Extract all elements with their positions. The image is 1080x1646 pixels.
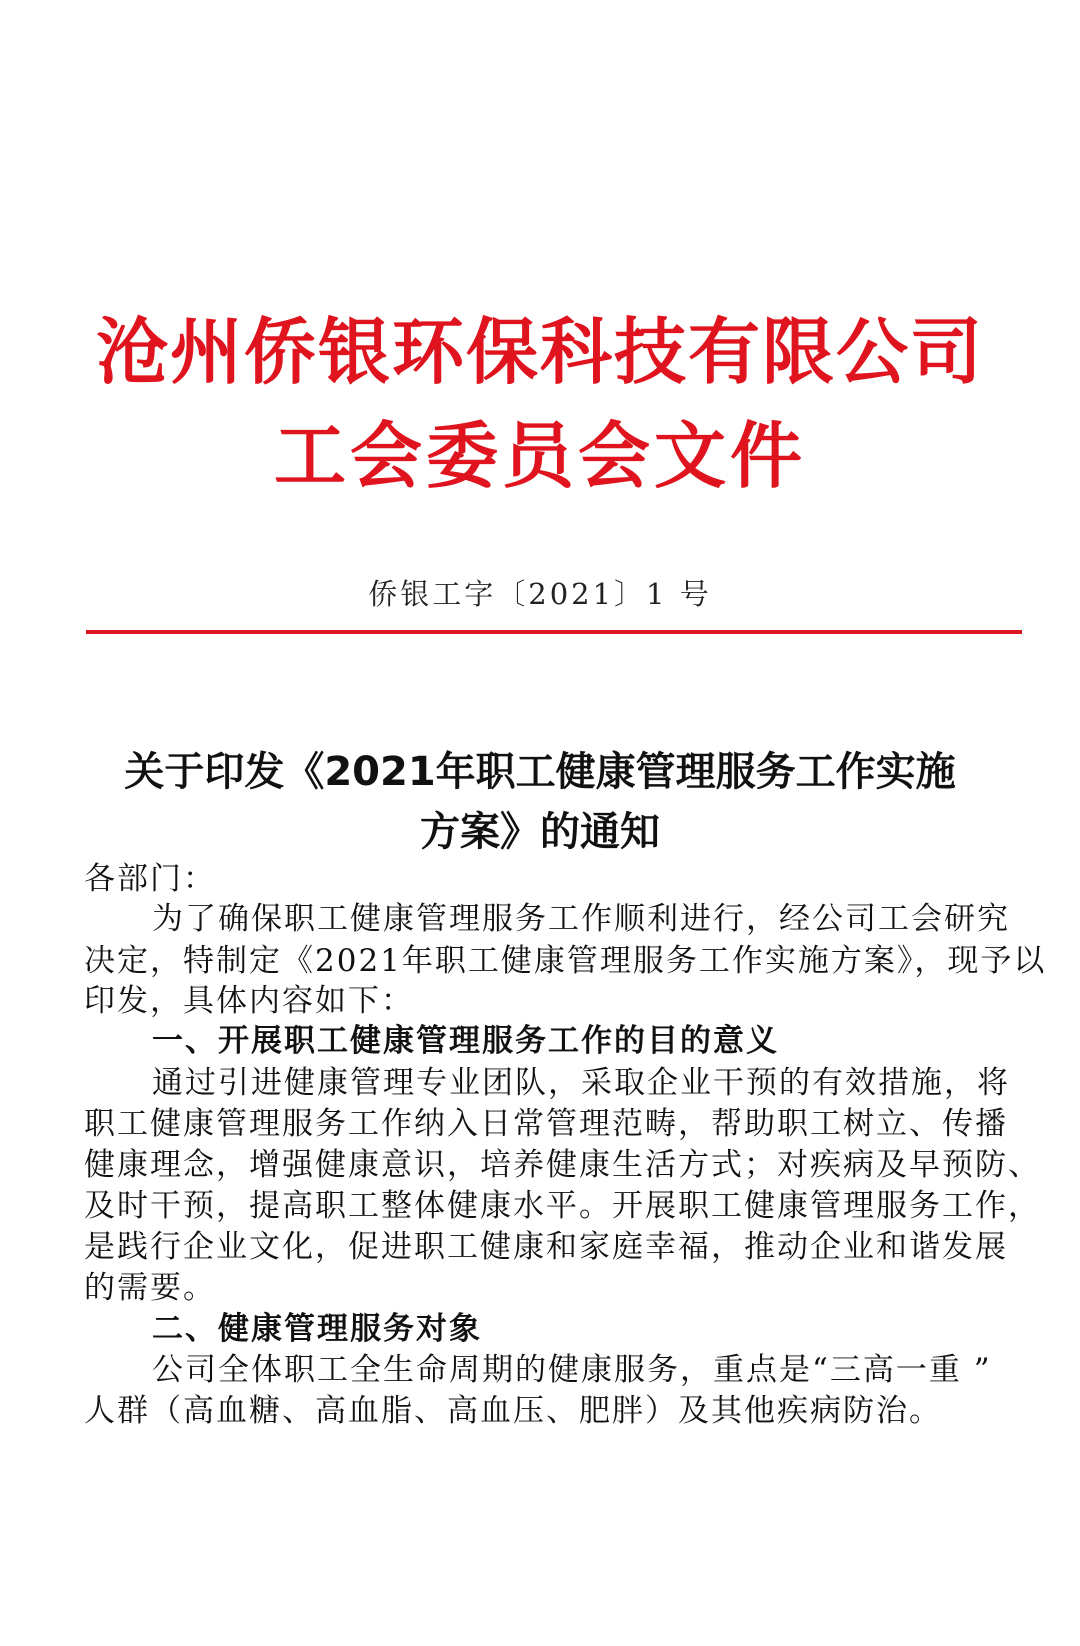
section1-line: 的需要。 — [84, 1270, 216, 1306]
section2-line: 人群（高血糖、高血脂、高血压、肥胖）及其他疾病防治。 — [84, 1393, 942, 1429]
intro-line: 决定，特制定《2021年职工健康管理服务工作实施方案》，现予以 — [84, 943, 1047, 979]
document-number: 侨银工字〔2021〕1 号 — [368, 577, 712, 611]
section2-heading: 二、健康管理服务对象 — [152, 1311, 482, 1347]
salutation: 各部门： — [84, 861, 216, 897]
intro-line: 为了确保职工健康管理服务工作顺利进行，经公司工会研究 — [152, 901, 1010, 937]
section1-heading: 一、开展职工健康管理服务工作的目的意义 — [152, 1023, 779, 1059]
notice-title-line2: 方案》的通知 — [420, 809, 660, 855]
section1-line: 职工健康管理服务工作纳入日常管理范畴，帮助职工树立、传播 — [84, 1106, 1008, 1142]
org-title-line1: 沧州侨银环保科技有限公司 — [95, 310, 984, 394]
section1-line: 及时干预，提高职工整体健康水平。开展职工健康管理服务工作， — [84, 1188, 1041, 1224]
intro-line: 印发，具体内容如下： — [84, 983, 414, 1019]
section1-line: 健康理念，增强健康意识，培养健康生活方式；对疾病及早预防、 — [84, 1147, 1041, 1183]
section1-line: 是践行企业文化，促进职工健康和家庭幸福，推动企业和谐发展 — [84, 1229, 1008, 1265]
section1-line: 通过引进健康管理专业团队，采取企业干预的有效措施，将 — [152, 1065, 1010, 1101]
org-title-line2: 工会委员会文件 — [273, 414, 806, 498]
notice-title-line1: 关于印发《2021年职工健康管理服务工作实施 — [124, 749, 956, 795]
red-divider — [86, 630, 1022, 634]
section2-line: 公司全体职工全生命周期的健康服务，重点是“三高一重 ” — [152, 1352, 992, 1388]
